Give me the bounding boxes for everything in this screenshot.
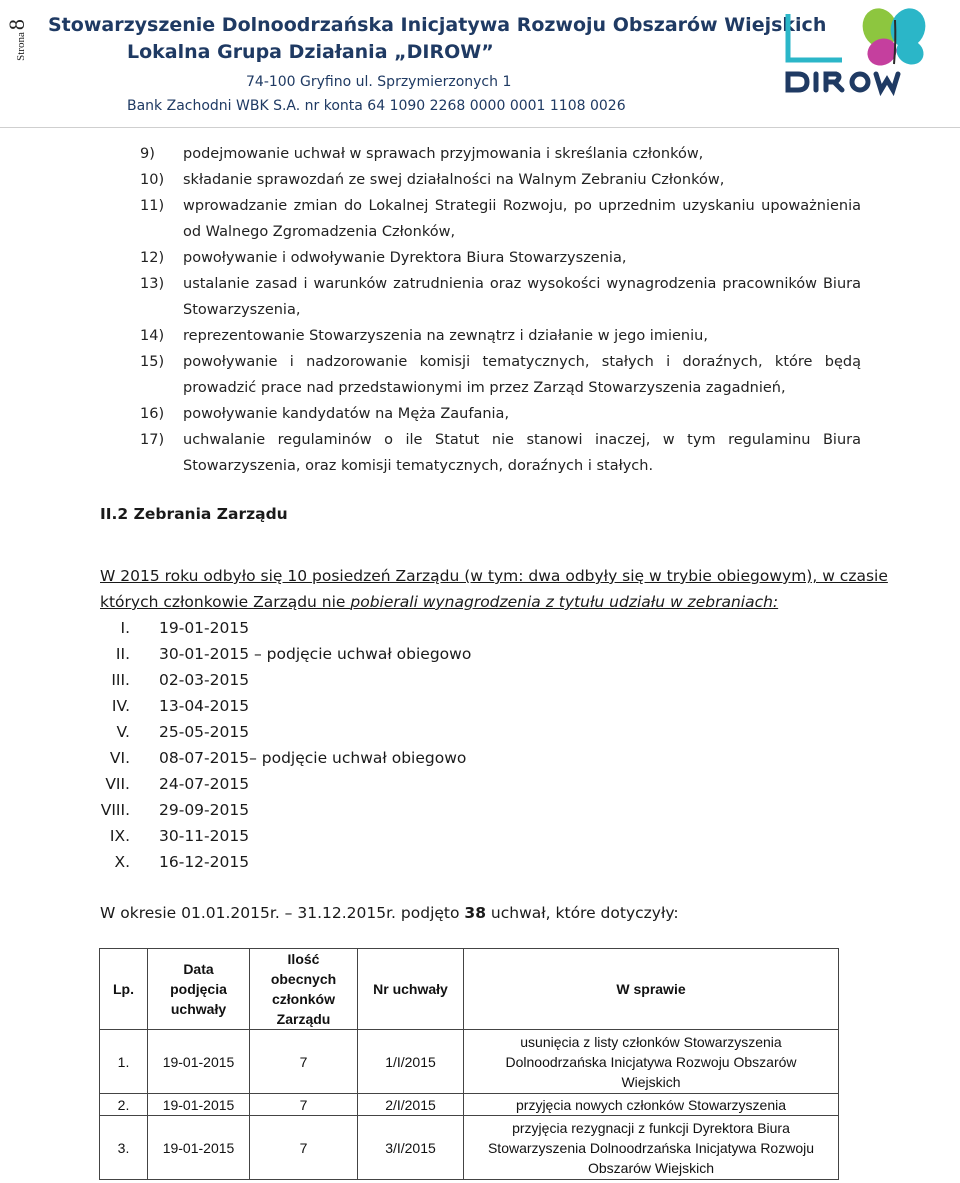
meeting-number: IV. — [111, 697, 130, 715]
list-item-number: 10) — [140, 172, 165, 188]
list-item — [140, 167, 861, 193]
list-item-text: uchwalanie regulaminów o ile Statut nie stanowi inaczej, w tym regulaminu Biura Stowarzyszenia, oraz komisji tematycznych, doraźnych i stałych. — [183, 432, 861, 474]
resolutions-table — [99, 948, 839, 1180]
resolutions-count: 38 — [464, 904, 486, 922]
header-members — [250, 949, 358, 1030]
meeting-number: I. — [120, 619, 130, 637]
meeting-item — [100, 615, 471, 641]
meeting-item — [100, 823, 471, 849]
meeting-item — [100, 667, 471, 693]
meeting-date: 16-12-2015 — [159, 853, 250, 871]
list-item-number: 9) — [140, 146, 155, 162]
meetings-list — [100, 615, 471, 875]
table-row — [100, 1094, 839, 1116]
cell-date: 19-01-2015 — [148, 1116, 250, 1180]
header-resolution-number: Nr uchwały — [358, 949, 464, 1030]
meeting-date: 30-01-2015 – podjęcie uchwał obiegowo — [159, 645, 472, 663]
meeting-date: 13-04-2015 — [159, 697, 250, 715]
cell-members: 7 — [250, 1030, 358, 1094]
list-item — [140, 349, 861, 401]
list-item — [140, 141, 861, 167]
list-item-number: 17) — [140, 432, 165, 448]
topic-line: przyjęcia rezygnacji z funkcji Dyrektora Biura — [512, 1119, 790, 1136]
topic-line: Dolnoodrzańska Inicjatywa Rozwoju Obszarów — [505, 1053, 797, 1070]
meeting-item — [100, 693, 471, 719]
cell-resolution-number: 3/I/2015 — [358, 1116, 464, 1180]
list-item-number: 11) — [140, 198, 165, 214]
topic-line: Wiejskich — [621, 1073, 681, 1090]
table-row — [100, 1030, 839, 1094]
header-members-line: Ilość obecnych — [270, 951, 337, 987]
cell-lp: 1. — [100, 1030, 148, 1094]
list-item-number: 16) — [140, 406, 165, 422]
header-date — [148, 949, 250, 1030]
list-item — [140, 245, 861, 271]
meeting-item — [100, 797, 471, 823]
lgd-name: Lokalna Grupa Działania „DIROW” — [127, 41, 494, 63]
topic-line: Stowarzyszenia Dolnoodrzańska Inicjatywa Rozwoju — [487, 1139, 815, 1156]
bank-account: Bank Zachodni WBK S.A. nr konta 64 1090 2268 0000 0001 1108 0026 — [127, 98, 626, 114]
header-date-line: Data — [183, 961, 214, 977]
page-number: 8 — [4, 19, 30, 31]
topic-line: Obszarów Wiejskich — [587, 1159, 715, 1176]
list-item-text: składanie sprawozdań ze swej działalności na Walnym Zebraniu Członków, — [183, 172, 725, 188]
list-item-text: ustalanie zasad i warunków zatrudnienia oraz wysokości wynagrodzenia pracowników Biura Stowarzyszenia, — [183, 276, 861, 318]
letterhead — [48, 12, 827, 118]
meeting-date: 30-11-2015 — [159, 827, 250, 845]
list-item-text: powoływanie i odwoływanie Dyrektora Biura Stowarzyszenia, — [183, 250, 627, 266]
page-word: Strona — [15, 32, 28, 61]
intro-paragraph — [100, 563, 888, 615]
list-item-text: reprezentowanie Stowarzyszenia na zewnątrz i działanie w jego imieniu, — [183, 328, 708, 344]
organization-name: Stowarzyszenie Dolnoodrzańska Inicjatywa Rozwoju Obszarów Wiejskich — [48, 14, 827, 36]
meeting-number: III. — [111, 671, 130, 689]
cell-members: 7 — [250, 1094, 358, 1116]
meeting-date: 25-05-2015 — [159, 723, 250, 741]
header-lp: Lp. — [100, 949, 148, 1030]
intro-line-2-italic: pobierali wynagrodzenia z tytułu udziału w zebraniach: — [350, 593, 779, 611]
meeting-number: IX. — [109, 827, 130, 845]
header-topic: W sprawie — [464, 949, 839, 1030]
list-item — [140, 193, 861, 245]
header-members-line: Zarządu — [276, 1011, 331, 1027]
meeting-date: 02-03-2015 — [159, 671, 250, 689]
meeting-date: 08-07-2015– podjęcie uchwał obiegowo — [159, 749, 467, 767]
cell-members: 7 — [250, 1116, 358, 1180]
list-item-text: powoływanie i nadzorowanie komisji tematycznych, stałych i doraźnych, które będą prowadzić prace nad przedstawionymi im przez Zarząd Stowarzyszenia zagadnień, — [183, 354, 861, 396]
meeting-item — [100, 771, 471, 797]
cell-topic: przyjęcia nowych członków Stowarzyszenia — [464, 1094, 839, 1116]
meeting-number: II. — [115, 645, 130, 663]
organization-address: 74-100 Gryfino ul. Sprzymierzonych 1 — [246, 74, 512, 90]
intro-line-2-text: których członkowie Zarządu nie — [100, 593, 351, 611]
summary-text-before: W okresie 01.01.2015r. – 31.12.2015r. podjęto — [100, 904, 465, 922]
table-row — [100, 1116, 839, 1180]
cell-resolution-number: 2/I/2015 — [358, 1094, 464, 1116]
meeting-number: VI. — [109, 749, 130, 767]
intro-line-2 — [100, 589, 862, 615]
header-date-line: uchwały — [170, 1001, 227, 1017]
meeting-date: 24-07-2015 — [159, 775, 250, 793]
meeting-date: 29-09-2015 — [159, 801, 250, 819]
meeting-number: V. — [116, 723, 130, 741]
list-item-text: powoływanie kandydatów na Męża Zaufania, — [183, 406, 510, 422]
cell-topic — [464, 1030, 839, 1094]
meeting-number: VIII. — [100, 801, 130, 819]
list-item-number: 15) — [140, 354, 165, 370]
meeting-number: X. — [114, 853, 130, 871]
header-divider — [0, 127, 960, 128]
summary-text-after: uchwał, które dotyczyły: — [485, 904, 679, 922]
meeting-item — [100, 745, 471, 771]
dirow-logo-icon — [780, 2, 940, 102]
meeting-item — [100, 641, 471, 667]
topic-line: usunięcia z listy członków Stowarzyszenia — [520, 1033, 782, 1050]
cell-topic — [464, 1116, 839, 1180]
list-item — [140, 271, 861, 323]
list-item — [140, 401, 861, 427]
table-header-row — [100, 949, 839, 1030]
section-heading: II.2 Zebrania Zarządu — [100, 505, 288, 523]
meeting-number: VII. — [105, 775, 130, 793]
cell-date: 19-01-2015 — [148, 1030, 250, 1094]
cell-date: 19-01-2015 — [148, 1094, 250, 1116]
list-item-number: 12) — [140, 250, 165, 266]
meeting-date: 19-01-2015 — [159, 619, 250, 637]
list-item — [140, 427, 861, 479]
cell-lp: 3. — [100, 1116, 148, 1180]
meeting-item — [100, 849, 471, 875]
list-item-number: 13) — [140, 276, 165, 292]
page-number-label — [0, 0, 34, 80]
list-item-text: podejmowanie uchwał w sprawach przyjmowania i skreślania członków, — [183, 146, 704, 162]
header-date-line: podjęcia — [170, 981, 227, 997]
list-item-text: wprowadzanie zmian do Lokalnej Strategii Rozwoju, po uprzednim uzyskaniu upoważnienia od Walnego Zgromadzenia Członków, — [183, 198, 861, 240]
cell-lp: 2. — [100, 1094, 148, 1116]
meeting-item — [100, 719, 471, 745]
intro-line-1: W 2015 roku odbyło się 10 posiedzeń Zarządu (w tym: dwa odbyły się w trybie obiegowym), w czasie — [100, 567, 888, 585]
list-item-number: 14) — [140, 328, 165, 344]
resolutions-summary — [100, 900, 679, 926]
header-members-line: członków — [271, 991, 335, 1007]
cell-resolution-number: 1/I/2015 — [358, 1030, 464, 1094]
list-item — [140, 323, 861, 349]
duties-list — [140, 141, 861, 479]
